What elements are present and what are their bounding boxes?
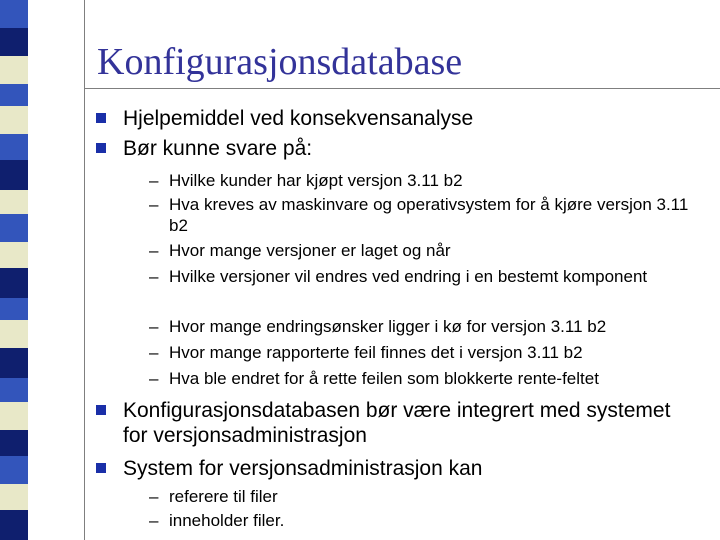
stripe-block bbox=[0, 268, 28, 298]
vertical-rule bbox=[84, 0, 85, 540]
stripe-block bbox=[0, 134, 28, 160]
stripe-block bbox=[0, 298, 28, 320]
stripe-block bbox=[0, 190, 28, 214]
stripe-block bbox=[0, 0, 28, 28]
square-bullet-icon bbox=[96, 463, 106, 473]
stripe-block bbox=[0, 320, 28, 348]
square-bullet-icon bbox=[96, 405, 106, 415]
stripe-block bbox=[0, 456, 28, 484]
decorative-stripe bbox=[0, 0, 28, 540]
stripe-block bbox=[0, 106, 28, 134]
stripe-block bbox=[0, 484, 28, 510]
square-bullet-icon bbox=[96, 113, 106, 123]
stripe-block bbox=[0, 84, 28, 106]
stripe-block bbox=[0, 348, 28, 378]
stripe-block bbox=[0, 430, 28, 456]
stripe-block bbox=[0, 510, 28, 540]
stripe-block bbox=[0, 28, 28, 56]
square-bullet-icon bbox=[96, 143, 106, 153]
stripe-block bbox=[0, 56, 28, 84]
slide-title: Konfigurasjonsdatabase bbox=[97, 41, 463, 83]
title-underline bbox=[84, 88, 720, 89]
stripe-block bbox=[0, 160, 28, 190]
stripe-block bbox=[0, 214, 28, 242]
stripe-block bbox=[0, 242, 28, 268]
stripe-block bbox=[0, 402, 28, 430]
stripe-block bbox=[0, 378, 28, 402]
